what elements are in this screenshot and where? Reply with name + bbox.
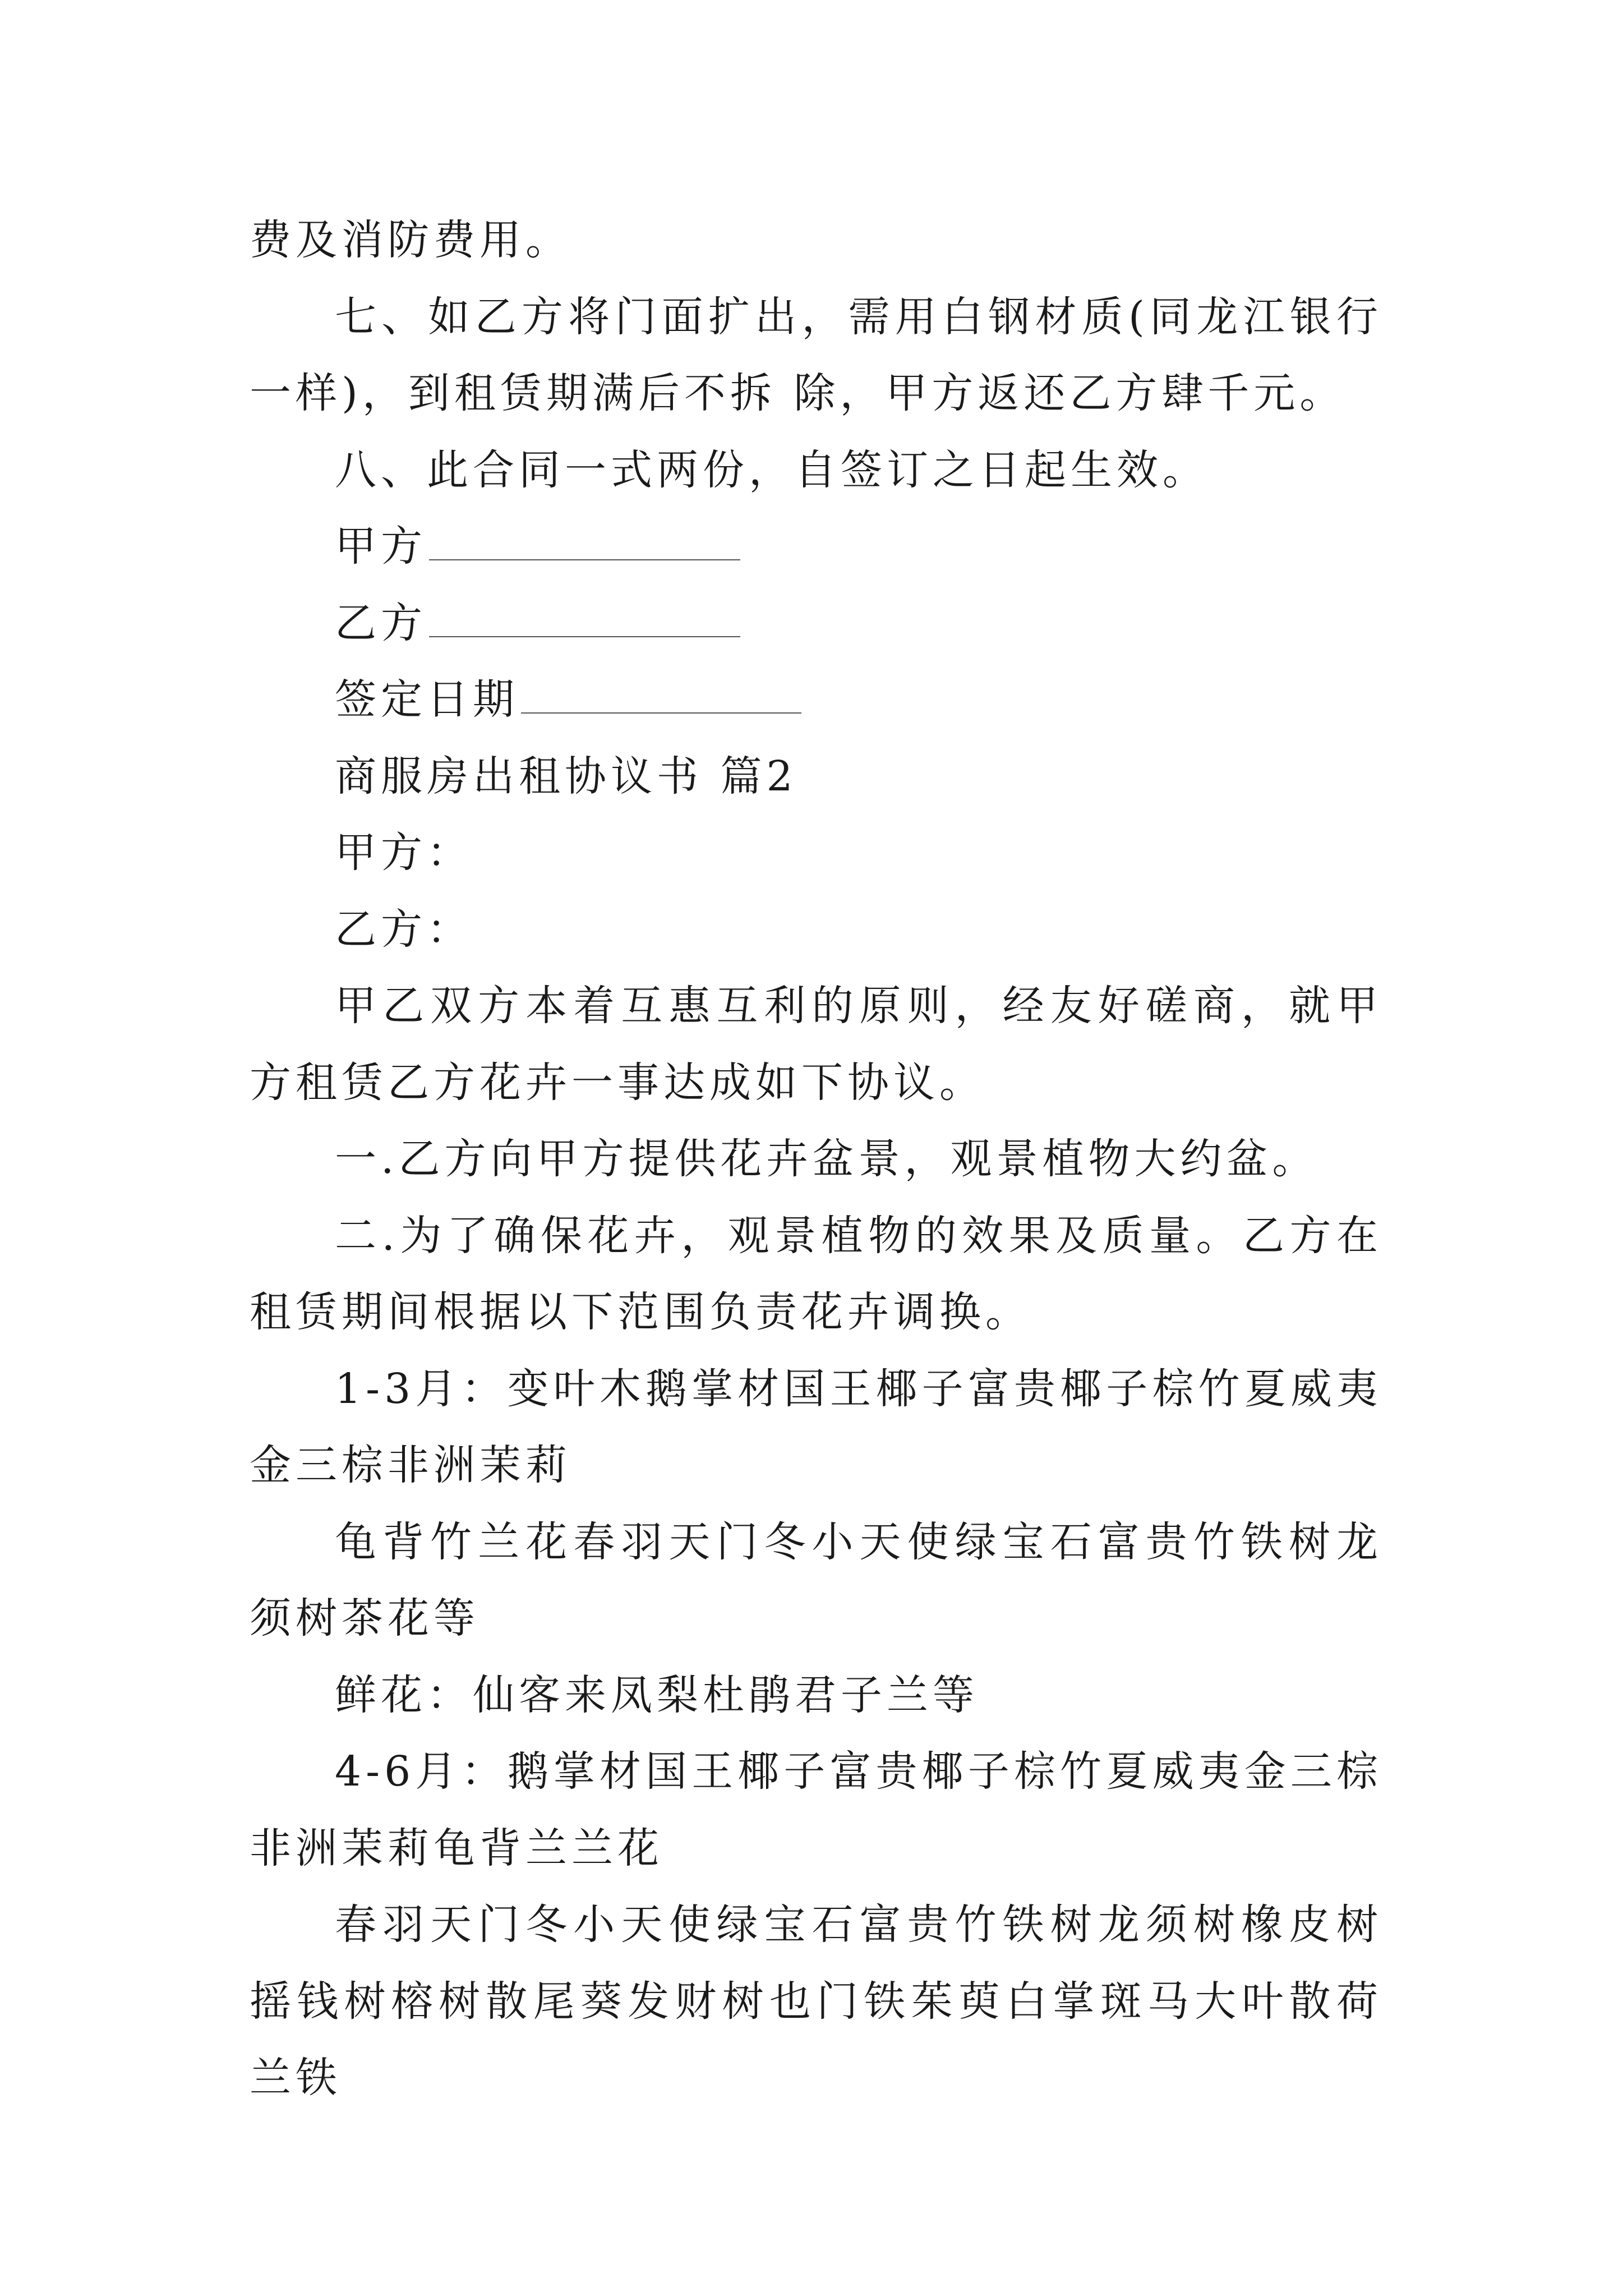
- paragraph-clause-8: 八、此合同一式两份，自签订之日起生效。: [335, 445, 1209, 494]
- paragraph-fees: 费及消防费用。: [250, 216, 571, 264]
- signature-party-b: [250, 585, 1382, 662]
- signature-date: [250, 661, 1382, 738]
- signature-party-a-label: 甲方: [335, 522, 427, 570]
- signature-party-a-line: [429, 531, 740, 560]
- signature-date-label: 签定日期: [335, 675, 519, 724]
- signature-party-b-line: [429, 608, 740, 637]
- section-2-party-b: 乙方：: [335, 905, 473, 954]
- section-2-party-a: 甲方：: [335, 829, 473, 877]
- plant-list-jan-mar: 1-3月：变叶木鹅掌材国王椰子富贵椰子棕竹夏威夷金三棕非洲茉莉: [250, 1364, 1382, 1489]
- section-2-clause-1: 一.乙方向甲方提供花卉盆景，观景植物大约盆。: [335, 1135, 1318, 1183]
- section-2-clause-2: 二.为了确保花卉，观景植物的效果及质量。乙方在租赁期间根据以下范围负责花卉调换。: [250, 1211, 1382, 1336]
- signature-party-b-label: 乙方: [335, 599, 427, 647]
- plant-list-jan-mar-cont: 龟背竹兰花春羽天门冬小天使绿宝石富贵竹铁树龙须树茶花等: [250, 1517, 1382, 1642]
- document-body: [250, 202, 1382, 2116]
- plant-list-apr-jun: 4-6月：鹅掌材国王椰子富贵椰子棕竹夏威夷金三棕非洲茉莉龟背兰兰花: [250, 1747, 1382, 1872]
- section-2-intro: 甲乙双方本着互惠互利的原则，经友好磋商，就甲方租赁乙方花卉一事达成如下协议。: [250, 982, 1382, 1107]
- section-2-heading: 商服房出租协议书 篇2: [335, 752, 797, 800]
- plant-list-apr-jun-cont: 春羽天门冬小天使绿宝石富贵竹铁树龙须树橡皮树摇钱树榕树散尾葵发财树也门铁茱萸白掌斑马大叶散荷兰铁: [250, 1901, 1382, 2102]
- fresh-flowers-list: 鲜花：仙客来凤梨杜鹃君子兰等: [335, 1671, 979, 1719]
- signature-party-a: [250, 508, 1382, 585]
- signature-date-line: [521, 684, 801, 714]
- paragraph-clause-7: 七、如乙方将门面扩出，需用白钢材质(同龙江银行一样)，到租赁期满后不拆 除，甲方返还乙方肆千元。: [250, 292, 1382, 417]
